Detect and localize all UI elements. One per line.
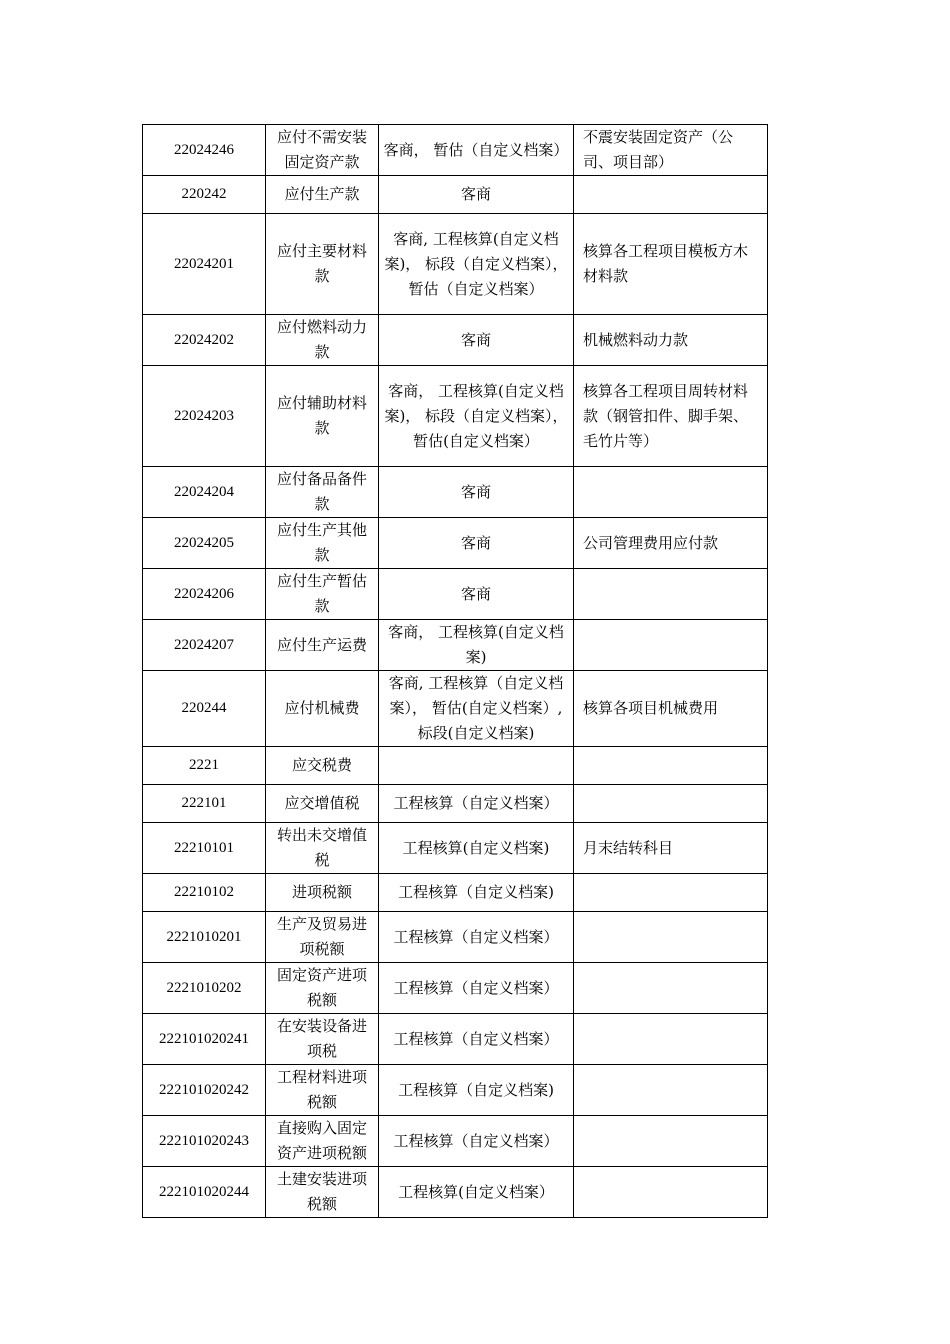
account-name: 进项税额 xyxy=(266,874,379,912)
account-code: 220242 xyxy=(143,176,266,214)
account-name: 在安装设备进项税 xyxy=(266,1014,379,1065)
auxiliary-accounting: 工程核算（自定义档案） xyxy=(379,1116,574,1167)
account-name: 转出未交增值税 xyxy=(266,823,379,874)
account-code: 22024203 xyxy=(143,366,266,467)
remark xyxy=(574,1116,768,1167)
remark: 公司管理费用应付款 xyxy=(574,518,768,569)
account-name: 应付生产暂估款 xyxy=(266,569,379,620)
remark: 月末结转科目 xyxy=(574,823,768,874)
table-row xyxy=(143,1167,768,1218)
table-row xyxy=(143,874,768,912)
account-name: 应付辅助材料款 xyxy=(266,366,379,467)
account-table xyxy=(142,124,768,1218)
auxiliary-accounting: 工程核算(自定义档案) xyxy=(379,823,574,874)
auxiliary-accounting: 客商 xyxy=(379,315,574,366)
table-row xyxy=(143,518,768,569)
remark xyxy=(574,1167,768,1218)
table-row xyxy=(143,569,768,620)
account-code: 22024201 xyxy=(143,214,266,315)
account-code: 220244 xyxy=(143,671,266,747)
account-name: 应付生产其他款 xyxy=(266,518,379,569)
auxiliary-accounting: 工程核算（自定义档案） xyxy=(379,785,574,823)
auxiliary-accounting: 客商， 工程核算(自定义档案)， 标段（自定义档案）， 暂估(自定义档案） xyxy=(379,366,574,467)
remark xyxy=(574,747,768,785)
account-code: 222101 xyxy=(143,785,266,823)
auxiliary-accounting: 工程核算（自定义档案) xyxy=(379,874,574,912)
remark xyxy=(574,1014,768,1065)
auxiliary-accounting: 工程核算(自定义档案） xyxy=(379,1167,574,1218)
table-row xyxy=(143,366,768,467)
table-row xyxy=(143,315,768,366)
remark: 核算各工程项目周转材料款（钢管扣件、脚手架、毛竹片等） xyxy=(574,366,768,467)
account-code: 22024202 xyxy=(143,315,266,366)
account-name: 直接购入固定资产进项税额 xyxy=(266,1116,379,1167)
auxiliary-accounting: 客商， 暂估（自定义档案） xyxy=(379,125,574,176)
auxiliary-accounting: 客商 xyxy=(379,176,574,214)
remark xyxy=(574,467,768,518)
account-code: 222101020243 xyxy=(143,1116,266,1167)
table-row xyxy=(143,1065,768,1116)
remark xyxy=(574,963,768,1014)
table-row xyxy=(143,963,768,1014)
remark xyxy=(574,1065,768,1116)
table-row xyxy=(143,1116,768,1167)
account-code: 2221 xyxy=(143,747,266,785)
account-code: 222101020241 xyxy=(143,1014,266,1065)
account-name: 土建安装进项税额 xyxy=(266,1167,379,1218)
account-name: 应付生产款 xyxy=(266,176,379,214)
account-name: 生产及贸易进项税额 xyxy=(266,912,379,963)
account-name: 应交税费 xyxy=(266,747,379,785)
account-code: 22024206 xyxy=(143,569,266,620)
table-row xyxy=(143,1014,768,1065)
remark xyxy=(574,912,768,963)
account-code: 2221010202 xyxy=(143,963,266,1014)
account-code: 22210102 xyxy=(143,874,266,912)
account-name: 应付备品备件款 xyxy=(266,467,379,518)
table-row xyxy=(143,467,768,518)
auxiliary-accounting xyxy=(379,747,574,785)
auxiliary-accounting: 客商 xyxy=(379,518,574,569)
account-code: 22024205 xyxy=(143,518,266,569)
auxiliary-accounting: 客商, 工程核算（自定义档案）， 暂估(自定义档案）, 标段(自定义档案) xyxy=(379,671,574,747)
table-row xyxy=(143,823,768,874)
remark xyxy=(574,785,768,823)
remark xyxy=(574,569,768,620)
table-row xyxy=(143,214,768,315)
remark: 核算各项目机械费用 xyxy=(574,671,768,747)
account-name: 应付主要材料款 xyxy=(266,214,379,315)
account-name: 应付机械费 xyxy=(266,671,379,747)
table-row xyxy=(143,176,768,214)
table-row xyxy=(143,912,768,963)
account-name: 工程材料进项税额 xyxy=(266,1065,379,1116)
account-code: 22024246 xyxy=(143,125,266,176)
table-row xyxy=(143,125,768,176)
account-name: 固定资产进项税额 xyxy=(266,963,379,1014)
table-row xyxy=(143,747,768,785)
auxiliary-accounting: 工程核算（自定义档案） xyxy=(379,912,574,963)
remark: 核算各工程项目模板方木材料款 xyxy=(574,214,768,315)
auxiliary-accounting: 工程核算（自定义档案） xyxy=(379,1014,574,1065)
account-name: 应付不需安装固定资产款 xyxy=(266,125,379,176)
account-code: 222101020244 xyxy=(143,1167,266,1218)
auxiliary-accounting: 工程核算（自定义档案) xyxy=(379,1065,574,1116)
remark xyxy=(574,874,768,912)
account-code: 2221010201 xyxy=(143,912,266,963)
account-code: 22210101 xyxy=(143,823,266,874)
auxiliary-accounting: 客商, 工程核算(自定义档案)， 标段（自定义档案）， 暂估（自定义档案） xyxy=(379,214,574,315)
account-code: 22024207 xyxy=(143,620,266,671)
account-name: 应付燃料动力款 xyxy=(266,315,379,366)
table-row xyxy=(143,620,768,671)
account-name: 应交增值税 xyxy=(266,785,379,823)
remark xyxy=(574,176,768,214)
account-name: 应付生产运费 xyxy=(266,620,379,671)
auxiliary-accounting: 客商 xyxy=(379,569,574,620)
remark: 机械燃料动力款 xyxy=(574,315,768,366)
account-code: 22024204 xyxy=(143,467,266,518)
remark: 不震安装固定资产（公司、项目部） xyxy=(574,125,768,176)
account-code: 222101020242 xyxy=(143,1065,266,1116)
table-row xyxy=(143,785,768,823)
auxiliary-accounting: 客商 xyxy=(379,467,574,518)
table-row xyxy=(143,671,768,747)
auxiliary-accounting: 客商， 工程核算(自定义档案) xyxy=(379,620,574,671)
auxiliary-accounting: 工程核算（自定义档案） xyxy=(379,963,574,1014)
remark xyxy=(574,620,768,671)
